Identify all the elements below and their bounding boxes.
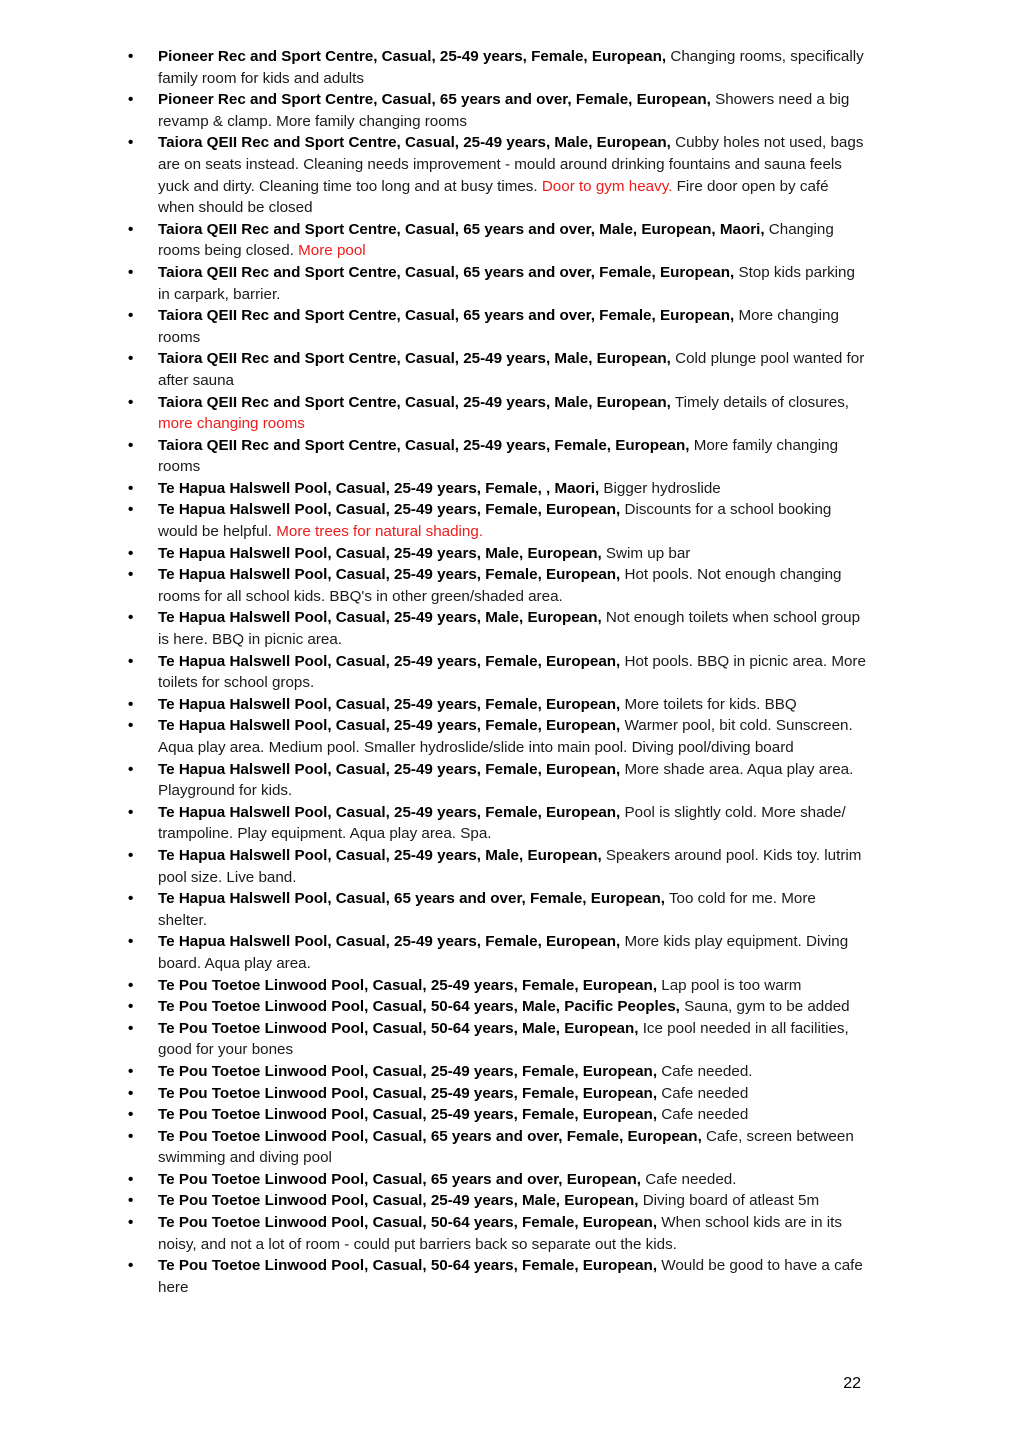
comment-highlight: More pool [298, 242, 366, 260]
comment-text: Not enough toilets when school group is here. BBQ in picnic area. [158, 609, 861, 649]
comment-item [158, 478, 868, 500]
comment-item [158, 931, 868, 974]
comment-highlight: More trees for natural shading. [276, 523, 484, 541]
comment-highlight: Door to gym heavy. [541, 177, 673, 195]
comment-respondent: Te Pou Toetoe Linwood Pool, Casual, 25-49 years, Male, European, [158, 1192, 639, 1210]
comment-text: Sauna, gym to be added [679, 998, 850, 1016]
comment-item [158, 499, 868, 542]
comment-text: Stop kids parking in carpark, barrier. [158, 263, 855, 303]
comment-item [158, 1061, 868, 1083]
comment-respondent: Pioneer Rec and Sport Centre, Casual, 65 years and over, Female, European, [158, 91, 711, 109]
comment-item [158, 651, 868, 694]
comment-text: When school kids are in its noisy, and not a lot of room - could put barriers back so separate out the kids. [158, 1214, 842, 1253]
comment-respondent: Te Pou Toetoe Linwood Pool, Casual, 25-49 years, Female, European, [158, 1106, 658, 1124]
comment-respondent: Taiora QEII Rec and Sport Centre, Casual, 65 years and over, Male, European, Maori, [158, 220, 765, 238]
comment-respondent: Taiora QEII Rec and Sport Centre, Casual, 25-49 years, Male, European, [158, 350, 671, 368]
comment-text: Diving board of atleast 5m [638, 1192, 820, 1210]
comment-item [158, 46, 868, 89]
comment-text: Warmer pool, bit cold. Sunscreen. Aqua play area. Medium pool. Smaller hydroslide/slide into main pool. Diving pool/diving board [158, 717, 853, 756]
comment-item [158, 132, 868, 218]
comment-respondent: Te Hapua Halswell Pool, Casual, 25-49 years, Female, European, [158, 566, 621, 584]
comment-item [158, 219, 868, 262]
comment-text: Cafe needed [657, 1084, 749, 1102]
comment-item [158, 996, 868, 1018]
comment-item [158, 1190, 868, 1212]
comment-item [158, 392, 868, 435]
comment-respondent: Te Pou Toetoe Linwood Pool, Casual, 50-64 years, Male, European, [158, 1019, 639, 1037]
comment-respondent: Taiora QEII Rec and Sport Centre, Casual, 65 years and over, Female, European, [158, 263, 735, 281]
comment-text: Cafe needed [657, 1106, 749, 1124]
comment-text: Ice pool needed in all facilities, good for your bones [158, 1019, 849, 1059]
comment-text: Swim up bar [601, 544, 691, 562]
comment-respondent: Te Hapua Halswell Pool, Casual, 65 years and over, Female, European, [158, 890, 666, 908]
comment-item [158, 888, 868, 931]
comment-respondent: Te Hapua Halswell Pool, Casual, 25-49 years, Male, European, [158, 609, 602, 627]
comment-respondent: Taiora QEII Rec and Sport Centre, Casual, 25-49 years, Female, European, [158, 436, 690, 454]
comment-item [158, 1255, 868, 1298]
comment-text: More kids play equipment. Diving board. Aqua play area. [158, 933, 849, 972]
comment-text: More toilets for kids. BBQ [620, 695, 797, 713]
comment-text: Bigger hydroslide [599, 479, 721, 497]
comment-item [158, 802, 868, 845]
comment-item [158, 1212, 868, 1255]
comment-text: Too cold for me. More shelter. [158, 890, 816, 929]
comment-text: Changing rooms being closed. [158, 220, 834, 260]
comment-respondent: Te Pou Toetoe Linwood Pool, Casual, 25-49 years, Female, European, [158, 1062, 658, 1080]
comment-text: Speakers around pool. Kids toy. lutrim pool size. Live band. [158, 846, 862, 886]
comment-item [158, 348, 868, 391]
comment-text: Pool is slightly cold. More shade/ trampoline. Play equipment. Aqua play area. Spa. [158, 803, 846, 843]
comment-text: Fire door open by café when should be closed [158, 177, 829, 217]
comment-text: Hot pools. Not enough changing rooms for all school kids. BBQ's in other green/shaded area. [158, 566, 842, 605]
comment-respondent: Te Hapua Halswell Pool, Casual, 25-49 years, Female, , Maori, [158, 479, 600, 497]
comment-text: Showers need a big revamp & clamp. More family changing rooms [158, 91, 850, 130]
comment-item [158, 1104, 868, 1126]
comment-item [158, 305, 868, 348]
comment-respondent: Te Hapua Halswell Pool, Casual, 25-49 years, Female, European, [158, 695, 621, 713]
comment-respondent: Te Hapua Halswell Pool, Casual, 25-49 years, Female, European, [158, 933, 621, 951]
comment-text: Discounts for a school booking would be helpful. [158, 501, 832, 541]
comment-text: Hot pools. BBQ in picnic area. More toilets for school grops. [158, 652, 866, 692]
comment-respondent: Taiora QEII Rec and Sport Centre, Casual, 25-49 years, Male, European, [158, 393, 671, 411]
comment-text: More shade area. Aqua play area. Playground for kids. [158, 760, 854, 800]
page-number: 22 [843, 1375, 861, 1392]
comment-respondent: Pioneer Rec and Sport Centre, Casual, 25-49 years, Female, European, [158, 48, 667, 65]
comment-text: Cubby holes not used, bags are on seats instead. Cleaning needs improvement - mould around drinking fountains and sauna feels yuck and dirty. Cleaning time too long and at busy times. [158, 134, 864, 195]
comment-respondent: Te Pou Toetoe Linwood Pool, Casual, 25-49 years, Female, European, [158, 1084, 658, 1102]
comment-item [158, 694, 868, 716]
comment-item [158, 759, 868, 802]
comment-respondent: Te Hapua Halswell Pool, Casual, 25-49 years, Female, European, [158, 717, 621, 735]
comment-text: Cold plunge pool wanted for after sauna [158, 350, 865, 389]
comment-respondent: Te Pou Toetoe Linwood Pool, Casual, 65 years and over, European, [158, 1170, 642, 1188]
comment-respondent: Te Pou Toetoe Linwood Pool, Casual, 65 years and over, Female, European, [158, 1127, 702, 1145]
comment-item [158, 845, 868, 888]
comment-respondent: Te Pou Toetoe Linwood Pool, Casual, 25-49 years, Female, European, [158, 976, 658, 994]
comment-item [158, 975, 868, 997]
comment-text: Cafe needed. [657, 1062, 753, 1080]
comment-item [158, 543, 868, 565]
comment-text: Cafe needed. [641, 1170, 737, 1188]
comment-respondent: Taiora QEII Rec and Sport Centre, Casual, 65 years and over, Female, European, [158, 307, 735, 325]
comment-item [158, 1083, 868, 1105]
comment-item [158, 1126, 868, 1169]
comment-text: Would be good to have a cafe here [158, 1257, 863, 1296]
comment-respondent: Te Hapua Halswell Pool, Casual, 25-49 years, Male, European, [158, 846, 602, 864]
comment-respondent: Te Hapua Halswell Pool, Casual, 25-49 years, Female, European, [158, 652, 621, 670]
comment-respondent: Te Hapua Halswell Pool, Casual, 25-49 years, Female, European, [158, 803, 621, 821]
comment-respondent: Te Hapua Halswell Pool, Casual, 25-49 years, Female, European, [158, 760, 621, 778]
comment-respondent: Te Pou Toetoe Linwood Pool, Casual, 50-64 years, Female, European, [158, 1214, 658, 1232]
comment-text: Lap pool is too warm [657, 976, 802, 994]
comment-item [158, 564, 868, 607]
comment-list [158, 46, 868, 1298]
comment-highlight: more changing rooms [158, 415, 305, 433]
comment-respondent: Te Hapua Halswell Pool, Casual, 25-49 years, Male, European, [158, 544, 602, 562]
comment-respondent: Te Pou Toetoe Linwood Pool, Casual, 50-64 years, Female, European, [158, 1257, 658, 1275]
comment-respondent: Taiora QEII Rec and Sport Centre, Casual, 25-49 years, Male, European, [158, 134, 671, 152]
comment-text: Cafe, screen between swimming and diving pool [158, 1127, 854, 1167]
comment-text: More family changing rooms [158, 436, 839, 476]
comment-item [158, 1169, 868, 1191]
comment-item [158, 1018, 868, 1061]
comment-item [158, 89, 868, 132]
comment-item [158, 607, 868, 650]
comment-text: Changing rooms, specifically family room for kids and adults [158, 48, 864, 87]
comment-text: Timely details of closures, [670, 393, 850, 411]
comment-respondent: Te Hapua Halswell Pool, Casual, 25-49 years, Female, European, [158, 501, 621, 519]
comment-item [158, 262, 868, 305]
comment-text: More changing rooms [158, 307, 839, 346]
comment-item [158, 715, 868, 758]
comment-item [158, 435, 868, 478]
comment-respondent: Te Pou Toetoe Linwood Pool, Casual, 50-64 years, Male, Pacific Peoples, [158, 998, 680, 1016]
